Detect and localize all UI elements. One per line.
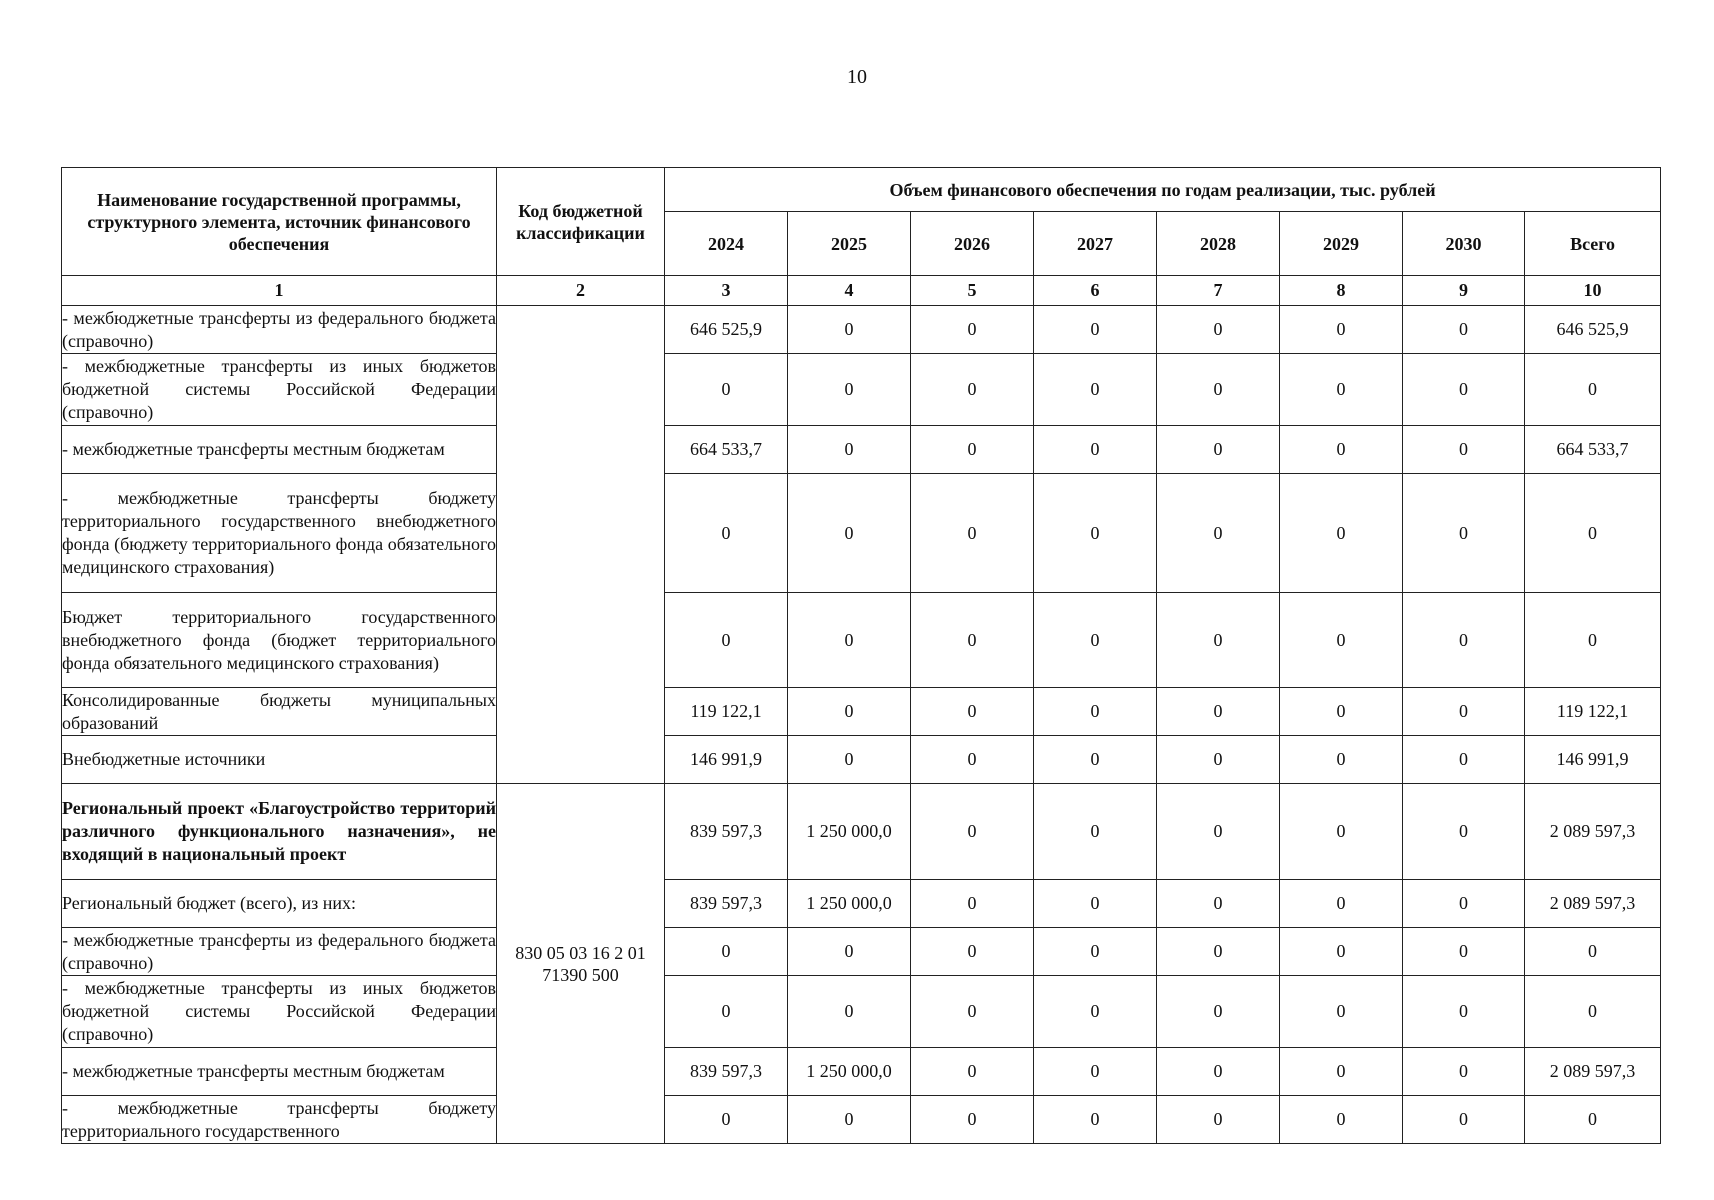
value-cell: 0 <box>1034 426 1157 474</box>
value-cell: 0 <box>1403 1096 1525 1144</box>
row-name: - межбюджетные трансферты из иных бюджетов бюджетной системы Российской Федерации (справочно) <box>62 976 497 1048</box>
value-total: 664 533,7 <box>1525 426 1661 474</box>
table-row <box>62 784 1661 880</box>
value-total: 2 089 597,3 <box>1525 784 1661 880</box>
value-cell: 0 <box>788 354 911 426</box>
value-cell: 0 <box>1280 688 1403 736</box>
value-cell: 0 <box>1403 736 1525 784</box>
table-row <box>62 426 1661 474</box>
value-total: 646 525,9 <box>1525 306 1661 354</box>
column-number: 6 <box>1034 276 1157 306</box>
header-year: 2026 <box>911 212 1034 276</box>
value-cell: 0 <box>665 474 788 593</box>
value-cell: 0 <box>911 306 1034 354</box>
value-cell: 0 <box>788 593 911 688</box>
value-cell: 0 <box>1280 736 1403 784</box>
column-number-row <box>62 276 1661 306</box>
financing-table <box>61 167 1661 1144</box>
value-total: 2 089 597,3 <box>1525 880 1661 928</box>
row-name: Внебюджетные источники <box>62 736 497 784</box>
value-cell: 146 991,9 <box>665 736 788 784</box>
column-number: 3 <box>665 276 788 306</box>
column-number: 4 <box>788 276 911 306</box>
column-number: 1 <box>62 276 497 306</box>
table-row <box>62 688 1661 736</box>
value-cell: 0 <box>911 474 1034 593</box>
value-cell: 119 122,1 <box>665 688 788 736</box>
table-row <box>62 880 1661 928</box>
value-cell: 0 <box>665 354 788 426</box>
row-name: - межбюджетные трансферты из иных бюджетов бюджетной системы Российской Федерации (справочно) <box>62 354 497 426</box>
header-volume-title: Объем финансового обеспечения по годам реализации, тыс. рублей <box>665 168 1661 212</box>
value-cell: 0 <box>788 306 911 354</box>
row-name: Региональный бюджет (всего), из них: <box>62 880 497 928</box>
value-cell: 0 <box>1034 688 1157 736</box>
value-cell: 0 <box>1403 784 1525 880</box>
value-cell: 0 <box>1034 593 1157 688</box>
budget-code: 830 05 03 16 2 01 71390 500 <box>515 942 646 985</box>
value-cell: 0 <box>1034 880 1157 928</box>
table-row <box>62 976 1661 1048</box>
value-cell: 0 <box>665 928 788 976</box>
value-cell: 0 <box>1403 1048 1525 1096</box>
value-cell: 0 <box>665 976 788 1048</box>
value-cell: 839 597,3 <box>665 1048 788 1096</box>
value-cell: 0 <box>1403 880 1525 928</box>
value-cell: 0 <box>1280 880 1403 928</box>
value-cell: 0 <box>911 1048 1034 1096</box>
value-total: 2 089 597,3 <box>1525 1048 1661 1096</box>
value-cell: 0 <box>665 593 788 688</box>
header-code-column: Код бюджетной классификации <box>497 168 665 276</box>
value-total: 0 <box>1525 593 1661 688</box>
column-number: 7 <box>1157 276 1280 306</box>
row-name: - межбюджетные трансферты бюджету территориального государственного внебюджетного фонда (бюджету территориального фонда обязательного медицинского страхования) <box>62 474 497 593</box>
value-cell: 0 <box>788 426 911 474</box>
value-cell: 0 <box>1157 784 1280 880</box>
header-total: Всего <box>1525 212 1661 276</box>
value-cell: 0 <box>1280 306 1403 354</box>
value-cell: 0 <box>1403 688 1525 736</box>
value-cell: 0 <box>1280 474 1403 593</box>
header-year: 2030 <box>1403 212 1525 276</box>
value-cell: 0 <box>1280 1048 1403 1096</box>
value-cell: 0 <box>1034 928 1157 976</box>
value-cell: 0 <box>1403 976 1525 1048</box>
value-cell: 0 <box>1034 354 1157 426</box>
value-cell: 839 597,3 <box>665 880 788 928</box>
value-cell: 0 <box>1280 593 1403 688</box>
value-cell: 0 <box>1034 976 1157 1048</box>
value-cell: 0 <box>1280 928 1403 976</box>
value-cell: 0 <box>1157 1048 1280 1096</box>
value-cell: 0 <box>911 426 1034 474</box>
value-cell: 0 <box>1157 354 1280 426</box>
table-row <box>62 474 1661 593</box>
value-cell: 0 <box>1280 976 1403 1048</box>
table-row <box>62 1048 1661 1096</box>
value-cell: 0 <box>1403 928 1525 976</box>
value-cell: 0 <box>1403 426 1525 474</box>
value-cell: 0 <box>1157 880 1280 928</box>
table-row <box>62 306 1661 354</box>
header-year: 2024 <box>665 212 788 276</box>
value-cell: 0 <box>911 880 1034 928</box>
value-cell: 0 <box>1157 736 1280 784</box>
value-cell: 0 <box>665 1096 788 1144</box>
value-cell: 0 <box>1280 1096 1403 1144</box>
column-number: 2 <box>497 276 665 306</box>
value-cell: 0 <box>911 354 1034 426</box>
value-cell: 0 <box>788 976 911 1048</box>
value-cell: 0 <box>1157 928 1280 976</box>
value-cell: 0 <box>1157 688 1280 736</box>
value-total: 146 991,9 <box>1525 736 1661 784</box>
budget-code-cell <box>497 784 665 1144</box>
value-cell: 0 <box>1403 354 1525 426</box>
value-cell: 0 <box>788 688 911 736</box>
value-cell: 0 <box>1034 306 1157 354</box>
header-year: 2029 <box>1280 212 1403 276</box>
value-cell: 0 <box>788 1096 911 1144</box>
row-name: Региональный проект «Благоустройство территорий различного функционального назначения», не входящий в национальный проект <box>62 784 497 880</box>
value-cell: 0 <box>1157 306 1280 354</box>
value-cell: 0 <box>911 688 1034 736</box>
value-cell: 0 <box>1280 784 1403 880</box>
value-cell: 0 <box>1034 1048 1157 1096</box>
value-cell: 0 <box>911 976 1034 1048</box>
value-cell: 0 <box>1157 426 1280 474</box>
value-cell: 0 <box>1157 976 1280 1048</box>
value-cell: 0 <box>1280 426 1403 474</box>
column-number: 9 <box>1403 276 1525 306</box>
column-number: 10 <box>1525 276 1661 306</box>
column-number: 5 <box>911 276 1034 306</box>
table-row <box>62 736 1661 784</box>
value-cell: 1 250 000,0 <box>788 784 911 880</box>
value-total: 119 122,1 <box>1525 688 1661 736</box>
header-year: 2027 <box>1034 212 1157 276</box>
row-name: - межбюджетные трансферты местным бюджетам <box>62 426 497 474</box>
row-name: Консолидированные бюджеты муниципальных образований <box>62 688 497 736</box>
header-name-column: Наименование государственной программы, структурного элемента, источник финансового обеспечения <box>62 168 497 276</box>
row-name: - межбюджетные трансферты местным бюджетам <box>62 1048 497 1096</box>
value-total: 0 <box>1525 976 1661 1048</box>
table-row <box>62 354 1661 426</box>
column-number: 8 <box>1280 276 1403 306</box>
value-cell: 0 <box>1157 474 1280 593</box>
page-number: 10 <box>847 66 867 88</box>
value-cell: 0 <box>1034 474 1157 593</box>
budget-code-cell-empty <box>497 306 665 784</box>
value-cell: 0 <box>911 1096 1034 1144</box>
value-cell: 0 <box>1034 784 1157 880</box>
value-cell: 1 250 000,0 <box>788 880 911 928</box>
value-cell: 0 <box>1034 1096 1157 1144</box>
value-cell: 0 <box>1157 1096 1280 1144</box>
value-cell: 0 <box>1403 306 1525 354</box>
row-name: Бюджет территориального государственного внебюджетного фонда (бюджет территориального фонда обязательного медицинского страхования) <box>62 593 497 688</box>
value-cell: 839 597,3 <box>665 784 788 880</box>
value-cell: 0 <box>1403 474 1525 593</box>
value-cell: 664 533,7 <box>665 426 788 474</box>
value-cell: 0 <box>788 736 911 784</box>
header-year: 2025 <box>788 212 911 276</box>
table-row <box>62 928 1661 976</box>
value-cell: 0 <box>1034 736 1157 784</box>
header-year: 2028 <box>1157 212 1280 276</box>
row-name: - межбюджетные трансферты из федерального бюджета (справочно) <box>62 306 497 354</box>
value-total: 0 <box>1525 354 1661 426</box>
value-cell: 0 <box>788 474 911 593</box>
value-cell: 0 <box>1157 593 1280 688</box>
table-row <box>62 593 1661 688</box>
value-cell: 0 <box>1280 354 1403 426</box>
row-name: - межбюджетные трансферты бюджету территориального государственного <box>62 1096 497 1144</box>
value-cell: 0 <box>1403 593 1525 688</box>
value-cell: 0 <box>911 593 1034 688</box>
value-total: 0 <box>1525 1096 1661 1144</box>
value-total: 0 <box>1525 474 1661 593</box>
value-cell: 0 <box>788 928 911 976</box>
table-row <box>62 1096 1661 1144</box>
value-cell: 1 250 000,0 <box>788 1048 911 1096</box>
value-cell: 646 525,9 <box>665 306 788 354</box>
value-cell: 0 <box>911 736 1034 784</box>
value-total: 0 <box>1525 928 1661 976</box>
row-name: - межбюджетные трансферты из федерального бюджета (справочно) <box>62 928 497 976</box>
value-cell: 0 <box>911 928 1034 976</box>
value-cell: 0 <box>911 784 1034 880</box>
